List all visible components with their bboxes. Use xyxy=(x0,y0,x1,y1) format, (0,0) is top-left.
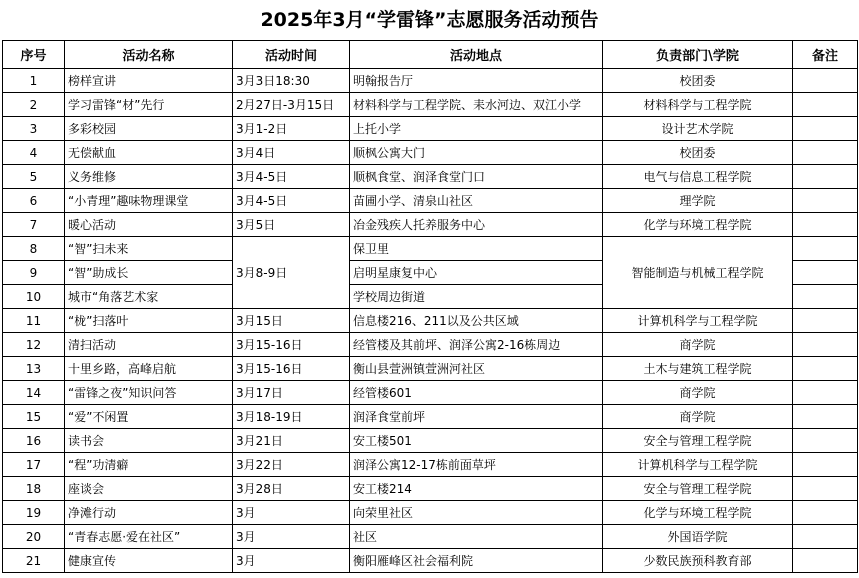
cell-activity-time: 3月18-19日 xyxy=(233,405,350,429)
table-row xyxy=(3,405,858,429)
cell-department: 少数民族预科教育部 xyxy=(603,549,793,573)
cell-remarks xyxy=(793,381,858,405)
cell-remarks xyxy=(793,213,858,237)
cell-number: 16 xyxy=(3,429,65,453)
cell-activity-time: 3月4日 xyxy=(233,141,350,165)
cell-activity-name: 多彩校园 xyxy=(65,117,233,141)
header-number: 序号 xyxy=(3,41,65,69)
table-row xyxy=(3,381,858,405)
cell-remarks xyxy=(793,357,858,381)
cell-activity-place: 保卫里 xyxy=(350,237,603,261)
cell-activity-time: 3月4-5日 xyxy=(233,165,350,189)
cell-activity-name: 榜样宣讲 xyxy=(65,69,233,93)
cell-remarks xyxy=(793,501,858,525)
table-row xyxy=(3,429,858,453)
cell-activity-place: 润泽食堂前坪 xyxy=(350,405,603,429)
cell-activity-place: 顺枫公寓大门 xyxy=(350,141,603,165)
cell-activity-place: 冶金残疾人托养服务中心 xyxy=(350,213,603,237)
cell-activity-time: 3月1-2日 xyxy=(233,117,350,141)
cell-number: 19 xyxy=(3,501,65,525)
cell-department: 商学院 xyxy=(603,381,793,405)
cell-number: 9 xyxy=(3,261,65,285)
cell-number: 18 xyxy=(3,477,65,501)
cell-number: 6 xyxy=(3,189,65,213)
table-header-row xyxy=(3,41,858,69)
cell-remarks xyxy=(793,285,858,309)
cell-activity-time: 3月15-16日 xyxy=(233,333,350,357)
cell-number: 15 xyxy=(3,405,65,429)
header-activity-name: 活动名称 xyxy=(65,41,233,69)
cell-number: 17 xyxy=(3,453,65,477)
cell-department: 外国语学院 xyxy=(603,525,793,549)
cell-remarks xyxy=(793,165,858,189)
cell-activity-time: 3月15日 xyxy=(233,309,350,333)
cell-number: 4 xyxy=(3,141,65,165)
cell-remarks xyxy=(793,429,858,453)
cell-remarks xyxy=(793,309,858,333)
cell-remarks xyxy=(793,117,858,141)
cell-activity-name: 十里乡路，高峰启航 xyxy=(65,357,233,381)
cell-number: 11 xyxy=(3,309,65,333)
cell-activity-place: 润泽公寓12-17栋前面草坪 xyxy=(350,453,603,477)
cell-activity-name: “栊”扫落叶 xyxy=(65,309,233,333)
cell-activity-time-merged: 3月8-9日 xyxy=(233,237,350,309)
header-activity-place: 活动地点 xyxy=(350,41,603,69)
cell-activity-name: “智”扫未来 xyxy=(65,237,233,261)
cell-activity-place: 衡山县萱洲镇萱洲河社区 xyxy=(350,357,603,381)
cell-activity-time: 3月17日 xyxy=(233,381,350,405)
cell-activity-time: 3月22日 xyxy=(233,453,350,477)
cell-activity-time: 3月28日 xyxy=(233,477,350,501)
cell-remarks xyxy=(793,453,858,477)
cell-department: 计算机科学与工程学院 xyxy=(603,453,793,477)
cell-activity-time: 3月 xyxy=(233,525,350,549)
table-row xyxy=(3,549,858,573)
table-row xyxy=(3,93,858,117)
cell-remarks xyxy=(793,549,858,573)
table-row xyxy=(3,189,858,213)
cell-department: 商学院 xyxy=(603,333,793,357)
cell-activity-place: 社区 xyxy=(350,525,603,549)
cell-activity-name: 座谈会 xyxy=(65,477,233,501)
cell-remarks xyxy=(793,477,858,501)
cell-department: 电气与信息工程学院 xyxy=(603,165,793,189)
cell-activity-place: 安工楼501 xyxy=(350,429,603,453)
cell-activity-place: 苗圃小学、清泉山社区 xyxy=(350,189,603,213)
cell-activity-time: 3月21日 xyxy=(233,429,350,453)
cell-number: 5 xyxy=(3,165,65,189)
cell-activity-place: 安工楼214 xyxy=(350,477,603,501)
table-row xyxy=(3,453,858,477)
header-activity-time: 活动时间 xyxy=(233,41,350,69)
table-row xyxy=(3,165,858,189)
cell-activity-name: 城市“角落艺术家 xyxy=(65,285,233,309)
table-row xyxy=(3,237,858,261)
cell-department: 化学与环境工程学院 xyxy=(603,501,793,525)
cell-activity-name: “爱”不闲置 xyxy=(65,405,233,429)
cell-department: 设计艺术学院 xyxy=(603,117,793,141)
cell-number: 3 xyxy=(3,117,65,141)
table-row xyxy=(3,525,858,549)
cell-activity-name: 读书会 xyxy=(65,429,233,453)
cell-activity-place: 学校周边街道 xyxy=(350,285,603,309)
cell-activity-name: “程”功清癖 xyxy=(65,453,233,477)
cell-number: 8 xyxy=(3,237,65,261)
cell-activity-name: 健康宣传 xyxy=(65,549,233,573)
cell-activity-place: 上托小学 xyxy=(350,117,603,141)
cell-remarks xyxy=(793,69,858,93)
cell-activity-time: 3月15-16日 xyxy=(233,357,350,381)
table-row xyxy=(3,69,858,93)
activity-table xyxy=(2,40,858,573)
cell-activity-place: 材料科学与工程学院、耒水河边、双江小学 xyxy=(350,93,603,117)
cell-remarks xyxy=(793,525,858,549)
cell-activity-place: 衡阳雁峰区社会福利院 xyxy=(350,549,603,573)
cell-activity-place: 经管楼及其前坪、润泽公寓2-16栋周边 xyxy=(350,333,603,357)
cell-activity-time: 3月4-5日 xyxy=(233,189,350,213)
cell-department: 校团委 xyxy=(603,69,793,93)
cell-department: 安全与管理工程学院 xyxy=(603,429,793,453)
cell-activity-time: 3月5日 xyxy=(233,213,350,237)
cell-activity-name: 义务维修 xyxy=(65,165,233,189)
cell-number: 21 xyxy=(3,549,65,573)
header-department: 负责部门\学院 xyxy=(603,41,793,69)
cell-department: 化学与环境工程学院 xyxy=(603,213,793,237)
cell-remarks xyxy=(793,405,858,429)
cell-number: 13 xyxy=(3,357,65,381)
cell-remarks xyxy=(793,189,858,213)
cell-activity-place: 启明星康复中心 xyxy=(350,261,603,285)
cell-department-merged: 智能制造与机械工程学院 xyxy=(603,237,793,309)
cell-remarks xyxy=(793,261,858,285)
cell-activity-name: 清扫活动 xyxy=(65,333,233,357)
cell-activity-name: “青春志愿·爱在社区” xyxy=(65,525,233,549)
cell-activity-name: “小青理”趣味物理课堂 xyxy=(65,189,233,213)
cell-activity-name: 暖心活动 xyxy=(65,213,233,237)
cell-department: 计算机科学与工程学院 xyxy=(603,309,793,333)
cell-activity-time: 3月3日18:30 xyxy=(233,69,350,93)
cell-remarks xyxy=(793,141,858,165)
table-row xyxy=(3,357,858,381)
cell-department: 校团委 xyxy=(603,141,793,165)
cell-remarks xyxy=(793,93,858,117)
table-row xyxy=(3,213,858,237)
cell-activity-name: “智”助成长 xyxy=(65,261,233,285)
cell-number: 7 xyxy=(3,213,65,237)
cell-activity-place: 顺枫食堂、润泽食堂门口 xyxy=(350,165,603,189)
cell-number: 1 xyxy=(3,69,65,93)
cell-activity-name: 净滩行动 xyxy=(65,501,233,525)
page-title: 2025年3月“学雷锋”志愿服务活动预告 xyxy=(260,9,599,31)
cell-activity-time: 2月27日-3月15日 xyxy=(233,93,350,117)
cell-activity-time: 3月 xyxy=(233,549,350,573)
cell-department: 理学院 xyxy=(603,189,793,213)
table-row xyxy=(3,309,858,333)
cell-activity-name: 无偿献血 xyxy=(65,141,233,165)
table-row xyxy=(3,501,858,525)
cell-department: 土木与建筑工程学院 xyxy=(603,357,793,381)
cell-remarks xyxy=(793,237,858,261)
cell-activity-name: “雷锋之夜”知识问答 xyxy=(65,381,233,405)
cell-number: 2 xyxy=(3,93,65,117)
cell-activity-place: 经管楼601 xyxy=(350,381,603,405)
cell-department: 安全与管理工程学院 xyxy=(603,477,793,501)
header-remarks: 备注 xyxy=(793,41,858,69)
cell-activity-place: 明翰报告厅 xyxy=(350,69,603,93)
cell-activity-name: 学习雷锋“材”先行 xyxy=(65,93,233,117)
table-row xyxy=(3,333,858,357)
cell-remarks xyxy=(793,333,858,357)
table-row xyxy=(3,117,858,141)
cell-department: 材料科学与工程学院 xyxy=(603,93,793,117)
cell-number: 20 xyxy=(3,525,65,549)
cell-number: 12 xyxy=(3,333,65,357)
cell-activity-time: 3月 xyxy=(233,501,350,525)
cell-activity-place: 向荣里社区 xyxy=(350,501,603,525)
cell-department: 商学院 xyxy=(603,405,793,429)
cell-activity-place: 信息楼216、211以及公共区域 xyxy=(350,309,603,333)
table-row xyxy=(3,477,858,501)
table-row xyxy=(3,141,858,165)
cell-number: 10 xyxy=(3,285,65,309)
cell-number: 14 xyxy=(3,381,65,405)
